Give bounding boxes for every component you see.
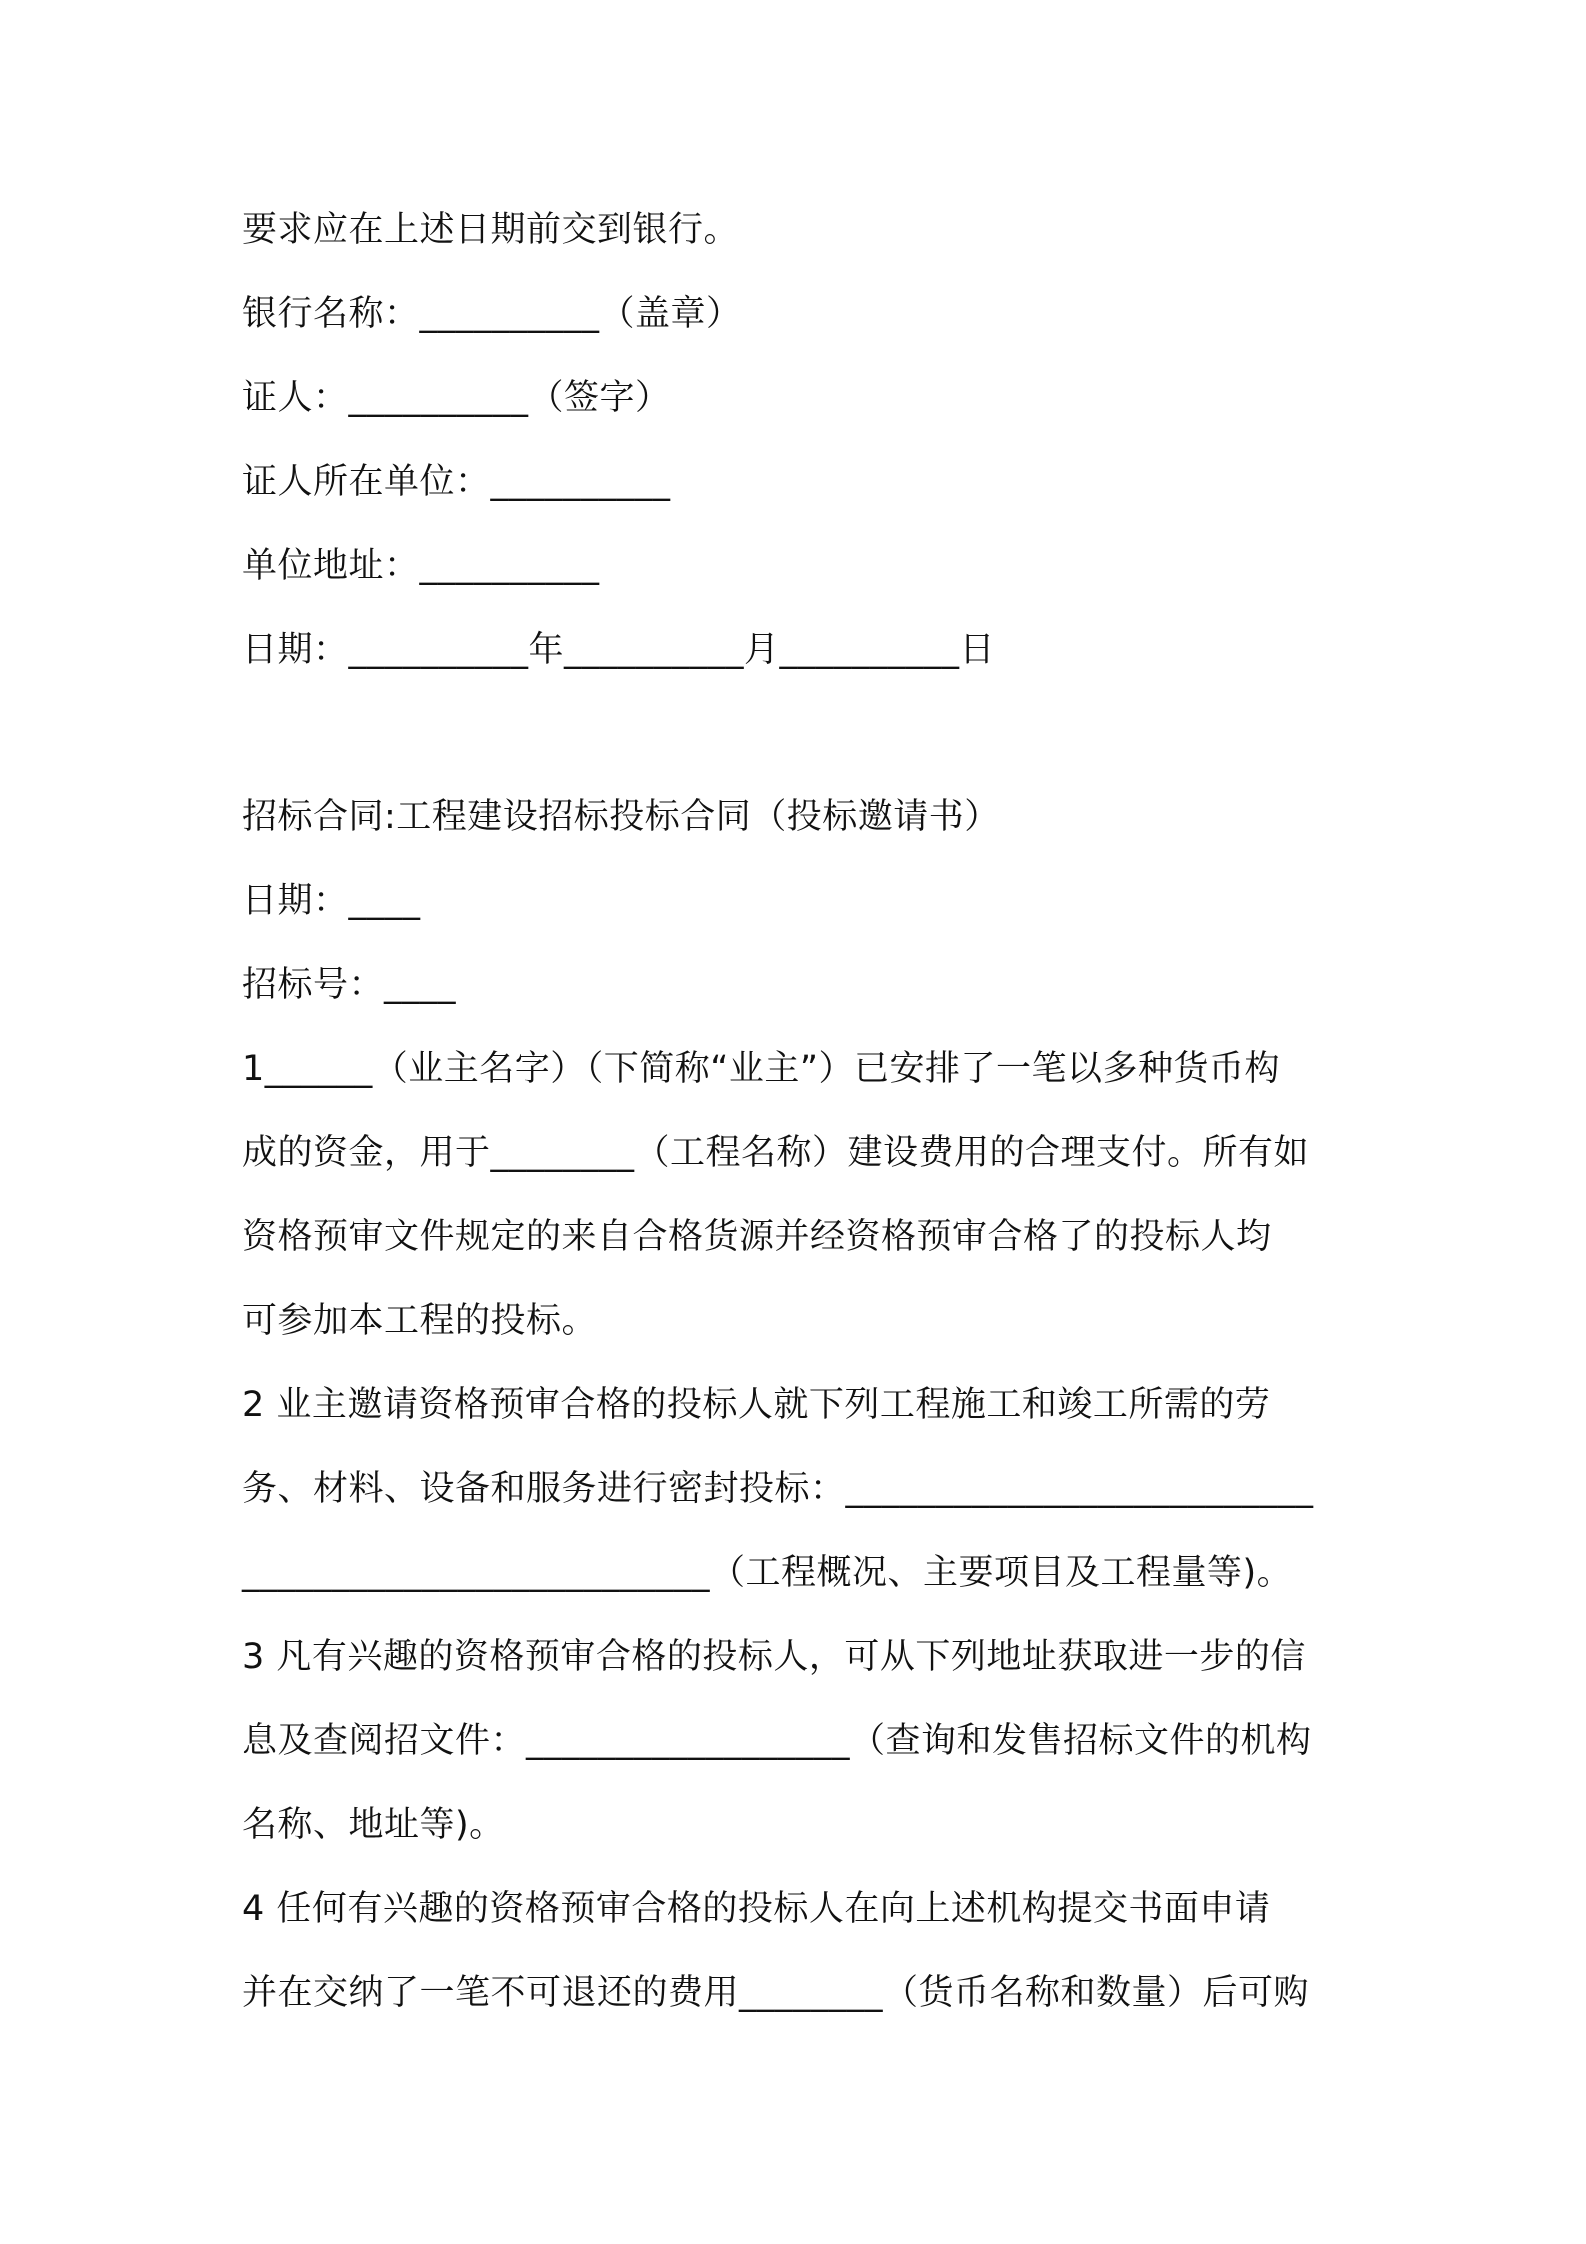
- text-line: 4 任何有兴趣的资格预审合格的投标人在向上述机构提交书面申请: [242, 1889, 1271, 1929]
- text-line: 要求应在上述日期前交到银行。: [242, 210, 740, 250]
- text-line: 成的资金，用于________（工程名称）建设费用的合理支付。所有如: [242, 1133, 1310, 1173]
- text-line: 名称、地址等)。: [242, 1805, 505, 1845]
- text-line: 资格预审文件规定的来自合格货源并经资格预审合格了的投标人均: [242, 1217, 1272, 1257]
- text-line: 1______（业主名字）（下简称“业主”）已安排了一笔以多种货币构: [242, 1049, 1281, 1089]
- section-title: 招标合同:工程建设招标投标合同（投标邀请书）: [242, 797, 1000, 837]
- text-line: 银行名称：__________（盖章）: [242, 294, 742, 334]
- text-line: __________________________（工程概况、主要项目及工程量等)。: [242, 1553, 1293, 1593]
- text-line: 证人所在单位：__________: [242, 462, 671, 502]
- text-line: 3 凡有兴趣的资格预审合格的投标人，可从下列地址获取进一步的信: [242, 1637, 1306, 1677]
- text-line: 单位地址：__________: [242, 546, 600, 586]
- text-line: 证人：__________（签字）: [242, 378, 671, 418]
- text-line: 日期：__________年__________月__________日: [242, 630, 996, 670]
- text-line: 务、材料、设备和服务进行密封投标：__________________________: [242, 1469, 1314, 1509]
- text-line: 可参加本工程的投标。: [242, 1301, 598, 1341]
- text-line: 并在交纳了一笔不可退还的费用________（货币名称和数量）后可购: [242, 1973, 1310, 2013]
- text-line: 日期：____: [242, 881, 421, 921]
- text-line: 息及查阅招文件：__________________（查询和发售招标文件的机构: [242, 1721, 1312, 1761]
- text-line: 2 业主邀请资格预审合格的投标人就下列工程施工和竣工所需的劳: [242, 1385, 1271, 1425]
- text-line: 招标号：____: [242, 965, 457, 1005]
